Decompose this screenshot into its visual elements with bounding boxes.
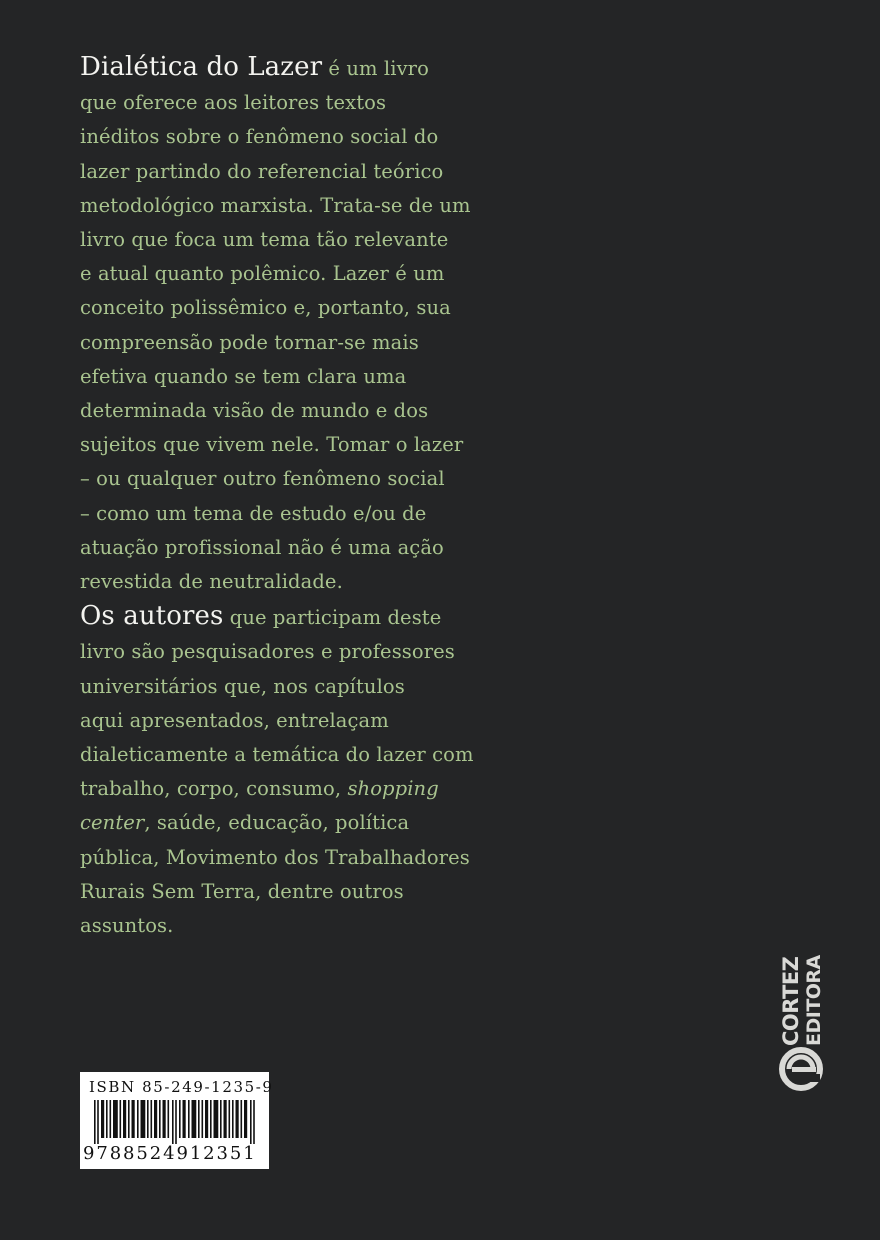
blurb-line: – ou qualquer outro fenômeno social <box>80 467 445 491</box>
blurb-line: revestida de neutralidade. <box>80 570 343 594</box>
isbn-barcode <box>80 1072 274 1169</box>
italic-term: center <box>80 811 145 835</box>
blurb-line: conceito polissêmico e, portanto, sua <box>80 296 451 320</box>
publisher-emblem-icon <box>782 1050 820 1088</box>
book-title-lead: Dialética do Lazer <box>80 52 323 82</box>
blurb-line: inéditos sobre o fenômeno social do <box>80 125 439 149</box>
blurb-line: sujeitos que vivem nele. Tomar o lazer <box>80 433 464 457</box>
back-cover-blurb <box>80 50 500 943</box>
blurb-line: lazer partindo do referencial teórico <box>80 159 444 183</box>
blurb-line: Rurais Sem Terra, dentre outros <box>80 879 404 903</box>
ean-digits: 9788524912351 <box>83 1143 257 1164</box>
cortez-editora-logo <box>778 950 826 1092</box>
blurb-line: aqui apresentados, entrelaçam <box>80 708 389 732</box>
blurb-line: center, saúde, educação, política <box>80 811 410 835</box>
isbn-label: ISBN 85-249-1235-9 <box>89 1078 274 1096</box>
authors-lead: Os autores <box>80 601 224 632</box>
blurb-line: livro são pesquisadores e professores <box>80 640 455 664</box>
blurb-line: metodológico marxista. Trata-se de um <box>80 193 471 217</box>
italic-term: shopping <box>347 777 439 801</box>
blurb-line: compreensão pode tornar-se mais <box>80 330 419 354</box>
blurb-line: efetiva quando se tem clara uma <box>80 364 407 388</box>
blurb-line: livro que foca um tema tão relevante <box>80 228 449 252</box>
blurb-line: trabalho, corpo, consumo, shopping <box>80 777 439 801</box>
publisher-name-line2: EDITORA <box>803 955 825 1046</box>
publisher-name-line1: CORTEZ <box>779 956 803 1046</box>
blurb-line: assuntos. <box>80 914 174 938</box>
blurb-line: – como um tema de estudo e/ou de <box>80 501 427 525</box>
blurb-line: que oferece aos leitores textos <box>80 91 387 115</box>
blurb-line: dialeticamente a temática do lazer com <box>80 743 474 767</box>
barcode-bars-icon <box>94 1100 256 1144</box>
blurb-line: atuação profissional não é uma ação <box>80 535 444 559</box>
blurb-line: Os autores que participam deste <box>80 601 442 632</box>
blurb-line: determinada visão de mundo e dos <box>80 399 429 423</box>
blurb-line: universitários que, nos capítulos <box>80 674 405 698</box>
blurb-line: pública, Movimento dos Trabalhadores <box>80 845 470 869</box>
blurb-line: Dialética do Lazer é um livro <box>80 52 429 82</box>
blurb-line: e atual quanto polêmico. Lazer é um <box>80 262 445 286</box>
